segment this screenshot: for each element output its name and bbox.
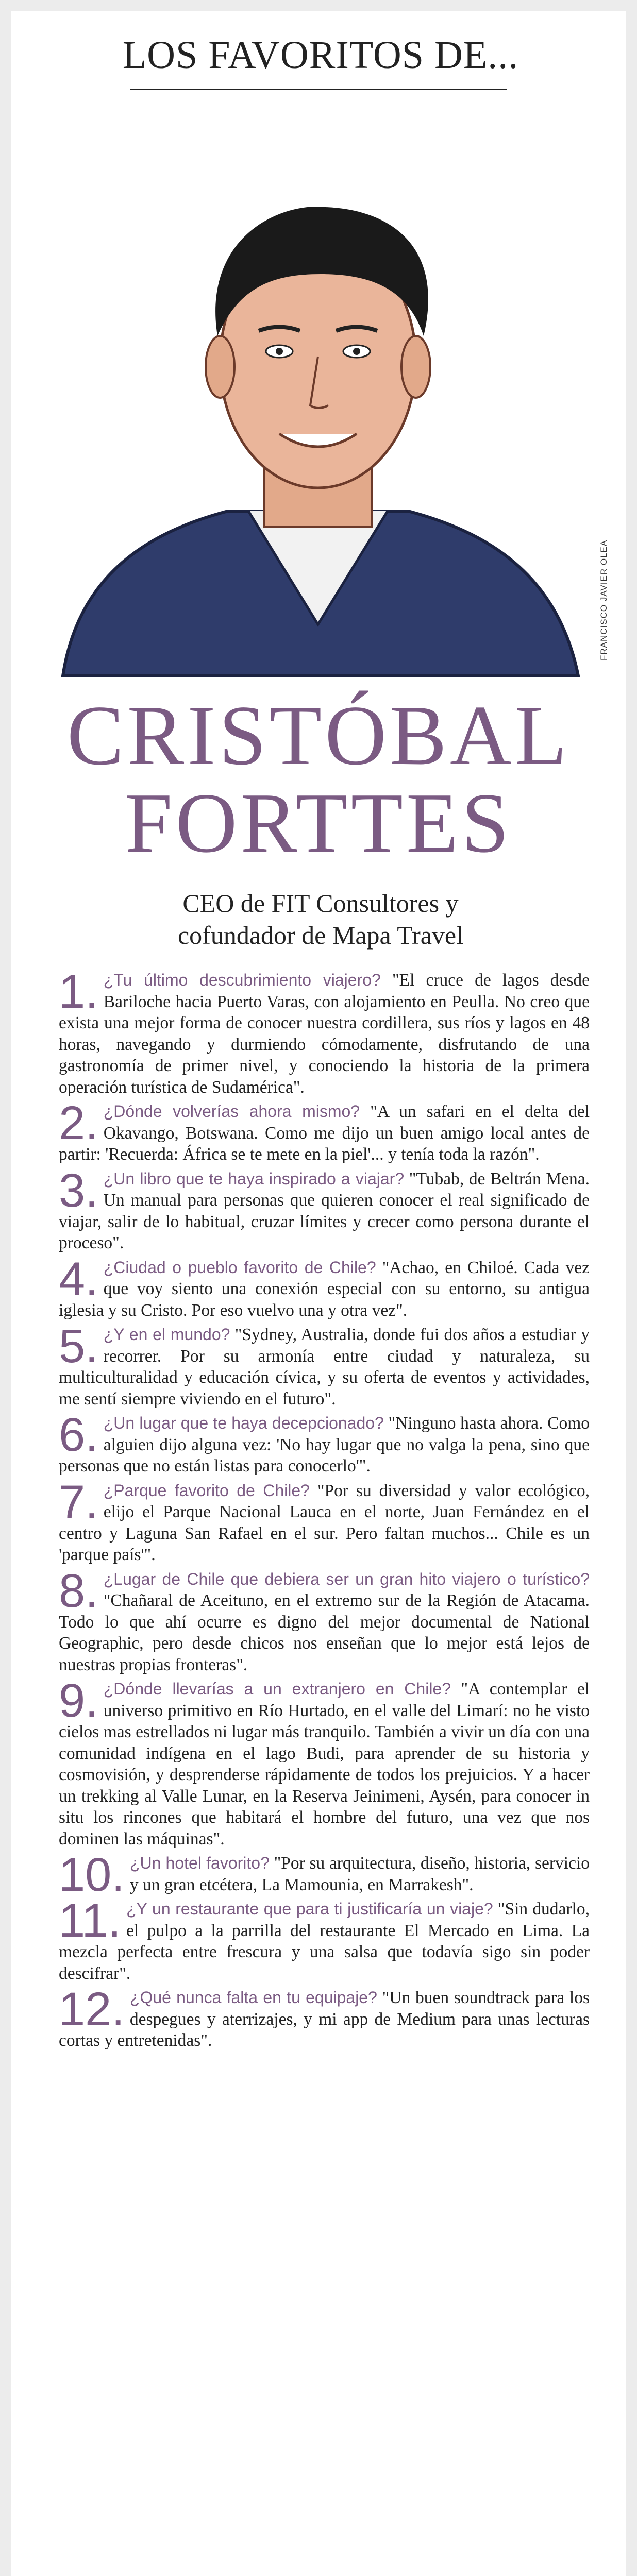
answer: "Chañaral de Aceituno, en el extremo sur de la Región de Atacama. Todo lo que ahí ocurre es digno del mejor documental de National Geographic, pero desde chicos nos enseñan que lo mejor está lejos de nuestras propias fronteras". [59,1591,590,1674]
question: ¿Dónde llevarías a un extranjero en Chile? [103,1680,451,1698]
question: ¿Qué nunca falta en tu equipaje? [129,1988,377,2007]
question: ¿Un lugar que te haya decepcionado? [103,1414,384,1432]
answer: "Sydney, Australia, donde fui dos años a estudiar y recorrer. Por su armonía entre ciudad y naturaleza, su multiculturalidad y educación cívica, y su oferta de eventos y actividades, me sentí siempre viviendo en el futuro". [59,1325,590,1409]
person-name-last: FORTTES [125,775,512,870]
item-number: 6. [59,1409,98,1461]
question: ¿Tu último descubrimiento viajero? [103,971,381,989]
question: ¿Dónde volverías ahora mismo? [103,1102,360,1121]
question: ¿Lugar de Chile que debiera ser un gran hito viajero o turístico? [103,1569,590,1588]
question: ¿Un libro que te haya inspirado a viajar? [103,1169,405,1188]
section-title: LOS FAVORITOS DE... [122,33,519,77]
qa-item [59,1097,590,1165]
item-number: 3. [59,1164,98,1217]
qa-item [59,1252,590,1321]
question: ¿Y un restaurante que para ti justificaría un viaje? [126,1900,493,1918]
answer: "Por su diversidad y valor ecológico, elijo el Parque Nacional Lauca en el norte, Juan Fernández en el centro y Laguna San Rafael en el sur. Pero faltan muchos... Chile es un 'parque país'". [59,1481,590,1564]
qa-item [59,1983,590,2052]
role-line-1: CEO de FIT Consultores y [182,889,459,918]
qa-item [59,1564,590,1676]
answer: "A contemplar el universo primitivo en Río Hurtado, en el valle del Limarí: no he visto cielos mas estrellados ni lugar más tranquilo. También a vivir un día con una comunidad indígena en el lago Budi, para aprender de su historia y cosmovisión, y desprenderse rápidamente de todos los prejuicios. Y a hacer un trekking al Valle Lunar, en la Reserva Jeinimeni, Aysén, para conocer in situ los rincones que habitará el hombre del futuro, una vez que nos dominen las máquinas". [59,1680,590,1849]
qa-item [59,965,590,1098]
qa-item [59,1476,590,1566]
item-number: 1. [59,965,98,1018]
answer: "Ninguno hasta ahora. Como alguien dijo alguna vez: 'No hay lugar que no valga la pena, sino que personas que no están listas para conocerlo'". [59,1414,590,1476]
question: ¿Y en el mundo? [103,1325,230,1344]
question: ¿Ciudad o pueblo favorito de Chile? [103,1258,376,1277]
question: ¿Un hotel favorito? [129,1854,270,1872]
portrait-illustration [32,120,604,686]
item-number: 11. [59,1894,122,1947]
item-number: 4. [59,1252,98,1306]
title-rule [130,89,507,90]
item-number: 5. [59,1320,98,1372]
answer: "Un buen soundtrack para los despegues y aterrizajes, y mi app de Medium para unas lecturas cortas y entretenidas". [59,1988,590,2050]
item-number: 10. [59,1849,125,1901]
qa-item [59,1409,590,1477]
answer: "Por su arquitectura, diseño, historia, servicio y un gran etcétera, La Mamounia, en Marrakesh". [129,1854,590,1894]
item-number: 8. [59,1564,98,1617]
qa-item [59,1849,590,1901]
article-page [11,11,626,2576]
answer: "Sin dudarlo, el pulpo a la parrilla del restaurante El Mercado en Lima. La mezcla perfecta entre frescura y una salsa que todavía sigo sin poder descifrar". [59,1900,590,1983]
item-number: 7. [59,1476,98,1529]
qa-item [59,1320,590,1410]
role-line-2: cofundador de Mapa Travel [177,921,464,950]
question: ¿Parque favorito de Chile? [103,1481,310,1500]
answer: "Tubab, de Beltrán Mena. Un manual para personas que quieren conocer el real significado de viajar, salir de lo habitual, cruzar límites y crecer como persona durante el proceso". [59,1169,590,1252]
qa-item [59,1674,590,1850]
item-number: 12. [59,1983,125,2036]
person-role [166,887,475,951]
answer: "Achao, en Chiloé. Cada vez que voy siento una conexión especial con su entorno, su antigua iglesia y su Cristo. Por eso vuelvo una y otra vez". [59,1258,590,1320]
answer: "A un safari en el delta del Okavango, Botswana. Como me dijo un buen amigo local antes de partir: 'Recuerda: África se te mete en la piel'... y tenía toda la razón". [59,1102,590,1164]
illustration-credit: FRANCISCO JAVIER OLEA [599,539,609,660]
item-number: 9. [59,1674,98,1727]
qa-item [59,1894,590,1984]
qa-list [59,965,590,2055]
qa-item [59,1164,590,1254]
person-name-first: CRISTÓBAL [66,688,571,783]
answer: "El cruce de lagos desde Bariloche hacia Puerto Varas, con alojamiento en Peulla. No creo que exista una mejor forma de conocer nuestra cordillera, sus ríos y lagos en 48 horas, navegando y durmiendo cómodamente, disfrutando de una gastronomía de primer nivel, y conociendo la historia de la primera operación turística de Sudamérica". [59,971,590,1097]
item-number: 2. [59,1097,98,1149]
